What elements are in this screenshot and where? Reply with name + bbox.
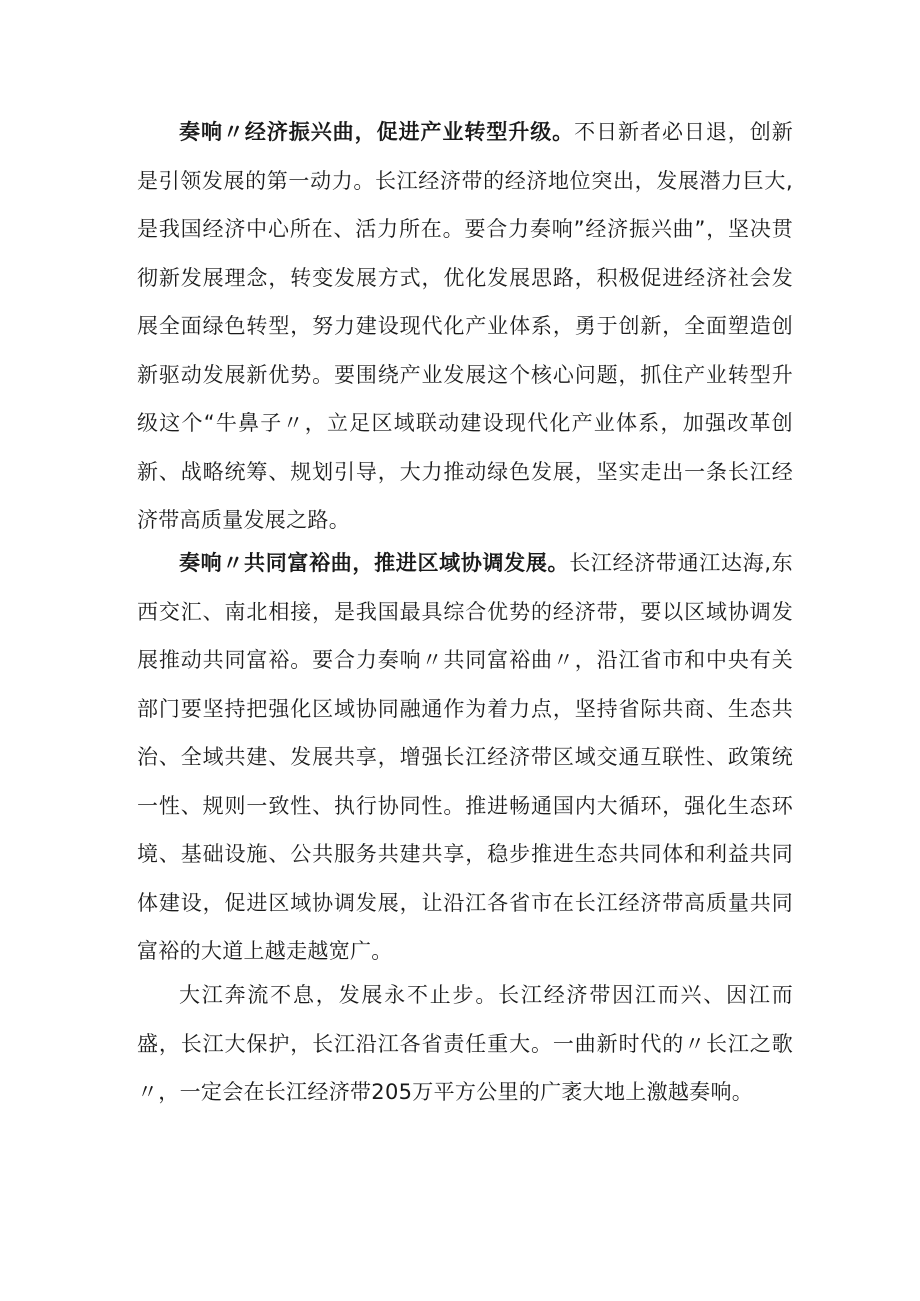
paragraph-common-prosperity: [137, 539, 793, 976]
paragraph-conclusion: [137, 971, 793, 1117]
paragraph-lead-heading: 奏响〃经济振兴曲，促进产业转型升级。: [179, 120, 575, 144]
paragraph-economic-revival: [137, 108, 793, 545]
paragraph-body-text: 长江经济带通江达海,东西交汇、南北相接，是我国最具综合优势的经济带，要以区域协调发展推动共同富裕。要合力奏响〃共同富裕曲〃，沿江省市和中央有关部门要坚持把强化区域协同融通作为着力点，坚持省际共商、生态共治、全域共建、发展共享，增强长江经济带区域交通互联性、政策统一性、规则一致性、执行协同性。推进畅通国内大循环，强化生态环境、基础设施、公共服务共建共享，稳步推进生态共同体和利益共同体建设，促进区域协调发展，让沿江各省市在长江经济带高质量共同富裕的大道上越走越宽广。: [137, 551, 793, 963]
paragraph-body-text: 大江奔流不息，发展永不止步。长江经济带因江而兴、因江而盛，长江大保护，长江沿江各省责任重大。一曲新时代的〃长江之歌〃，一定会在长江经济带205万平方公里的广袤大地上激越奏响。: [137, 983, 793, 1104]
paragraph-body-text: 不日新者必日退，创新是引领发展的第一动力。长江经济带的经济地位突出，发展潜力巨大,是我国经济中心所在、活力所在。要合力奏响”经济振兴曲”，坚决贯彻新发展理念，转变发展方式，优化发展思路，积极促进经济社会发展全面绿色转型，努力建设现代化产业体系，勇于创新，全面塑造创新驱动发展新优势。要围绕产业发展这个核心问题，抓住产业转型升级这个“牛鼻子〃，立足区域联动建设现代化产业体系，加强改革创新、战略统筹、规划引导，大力推动绿色发展，坚实走出一条长江经济带高质量发展之路。: [137, 120, 794, 532]
paragraph-lead-heading: 奏响〃共同富裕曲，推进区域协调发展。: [179, 551, 570, 575]
